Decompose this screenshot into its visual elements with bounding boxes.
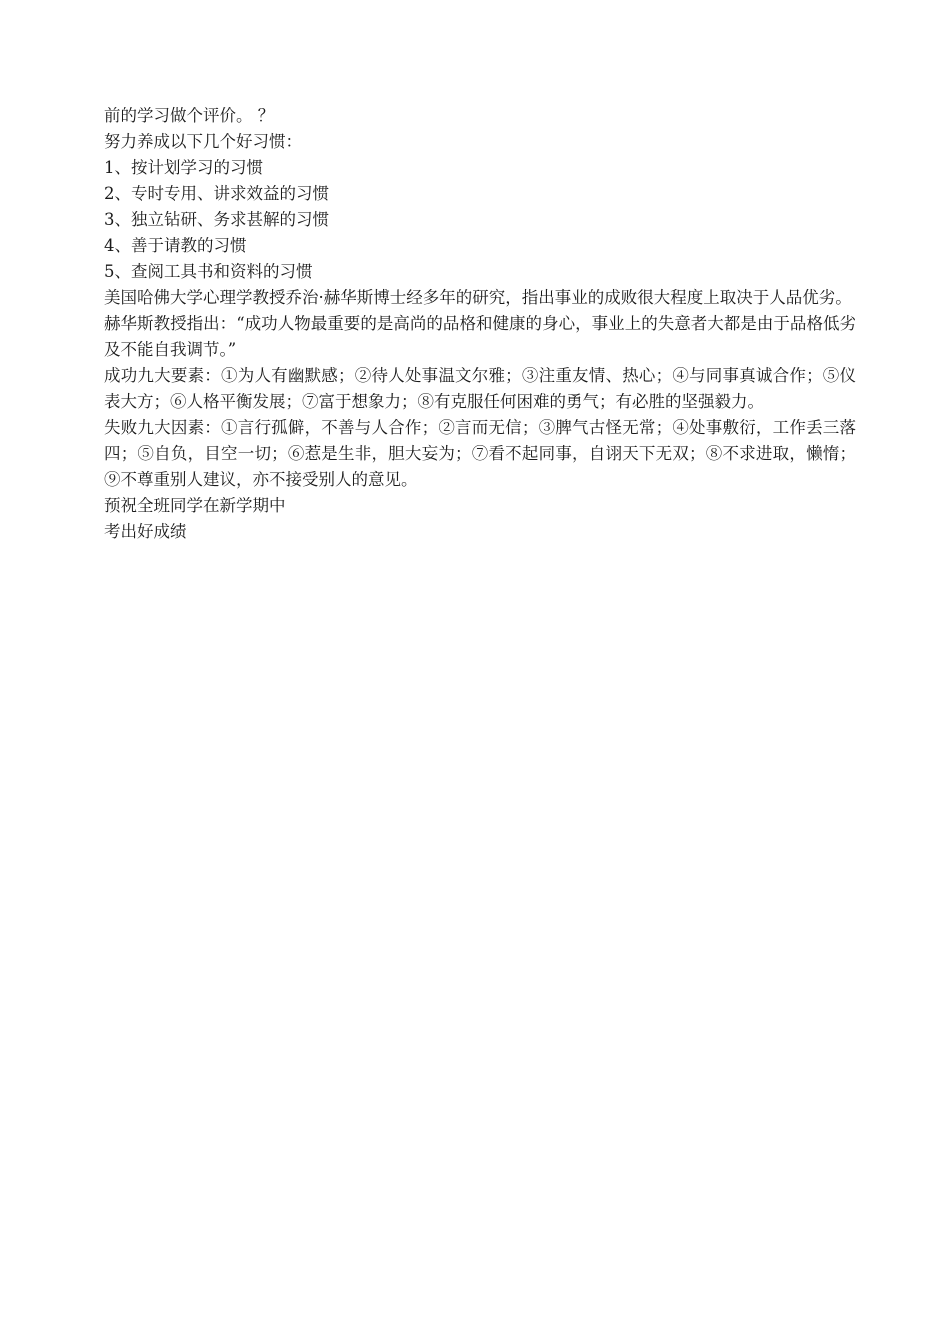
quote-paragraph: 赫华斯教授指出：“成功人物最重要的是高尚的品格和健康的身心，事业上的失意者大都是由于品格低劣及不能自我调节。” <box>104 314 856 359</box>
success-factors-paragraph: 成功九大要素：①为人有幽默感；②待人处事温文尔雅；③注重友情、热心；④与同事真诚合作；⑤仪表大方；⑥人格平衡发展；⑦富于想象力；⑧有克服任何困难的勇气；有必胜的坚强毅力。 <box>104 366 856 411</box>
habit-item: 1、按计划学习的习惯 <box>104 158 263 177</box>
habits-heading: 努力养成以下几个好习惯： <box>104 132 302 151</box>
habit-item: 2、专时专用、讲求效益的习惯 <box>104 184 329 203</box>
habit-item: 4、善于请教的习惯 <box>104 236 247 255</box>
harvard-paragraph: 美国哈佛大学心理学教授乔治·赫华斯博士经多年的研究，指出事业的成败很大程度上取决于人品优劣。 <box>104 288 852 307</box>
habit-item: 3、独立钻研、务求甚解的习惯 <box>104 210 329 229</box>
habit-item: 5、查阅工具书和资料的习惯 <box>104 262 313 281</box>
document-body <box>104 103 856 545</box>
closing-line: 预祝全班同学在新学期中 <box>104 496 286 515</box>
failure-factors-paragraph: 失败九大因素：①言行孤僻，不善与人合作；②言而无信；③脾气古怪无常；④处事敷衍，工作丢三落四；⑤自负，目空一切；⑥惹是生非，胆大妄为；⑦看不起同事，自诩天下无双；⑧不求进取，懒惰；⑨不尊重别人建议，亦不接受别人的意见。 <box>104 418 856 489</box>
intro-line: 前的学习做个评价。 ？ <box>104 106 275 125</box>
closing-line: 考出好成绩 <box>104 522 187 541</box>
